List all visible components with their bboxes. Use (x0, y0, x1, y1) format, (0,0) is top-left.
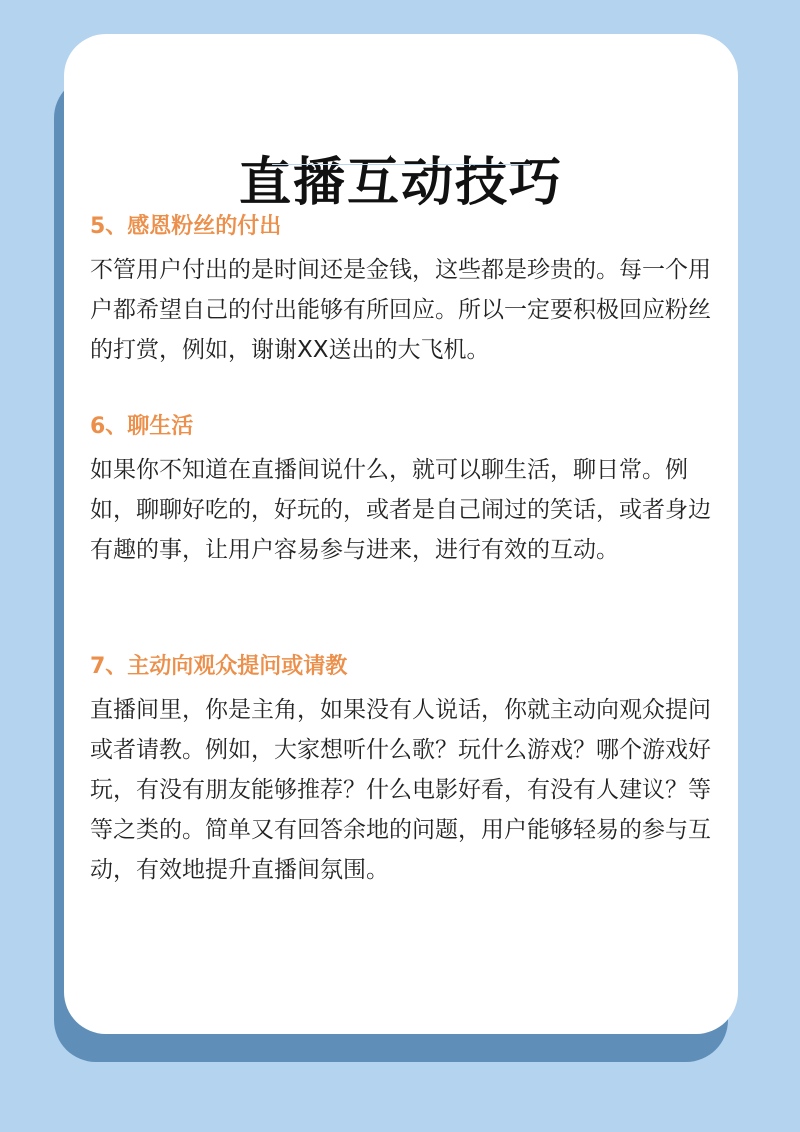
section-thank-fans (90, 212, 718, 370)
page-title: 直播互动技巧 (238, 152, 563, 213)
title-divider (272, 164, 530, 165)
content-card (64, 34, 738, 1034)
section-body: 直播间里，你是主角，如果没有人说话，你就主动向观众提问或者请教。例如，大家想听什么歌？玩什么游戏？哪个游戏好玩，有没有朋友能够推荐？什么电影好看，有没有人建议？等等之类的。简单又有回答余地的问题，用户能够轻易的参与互动，有效地提升直播间氛围。 (90, 697, 711, 883)
section-ask-audience (90, 652, 718, 890)
section-body: 如果你不知道在直播间说什么，就可以聊生活，聊日常。例如，聊聊好吃的，好玩的，或者是自己闹过的笑话，或者身边有趣的事，让用户容易参与进来，进行有效的互动。 (90, 457, 711, 563)
section-chat-life (90, 412, 718, 570)
section-heading: 7、主动向观众提问或请教 (90, 654, 348, 679)
section-body: 不管用户付出的是时间还是金钱，这些都是珍贵的。每一个用户都希望自己的付出能够有所回应。所以一定要积极回应粉丝的打赏，例如，谢谢XX送出的大飞机。 (90, 257, 711, 363)
section-heading: 5、感恩粉丝的付出 (90, 214, 282, 239)
section-heading: 6、聊生活 (90, 414, 194, 439)
